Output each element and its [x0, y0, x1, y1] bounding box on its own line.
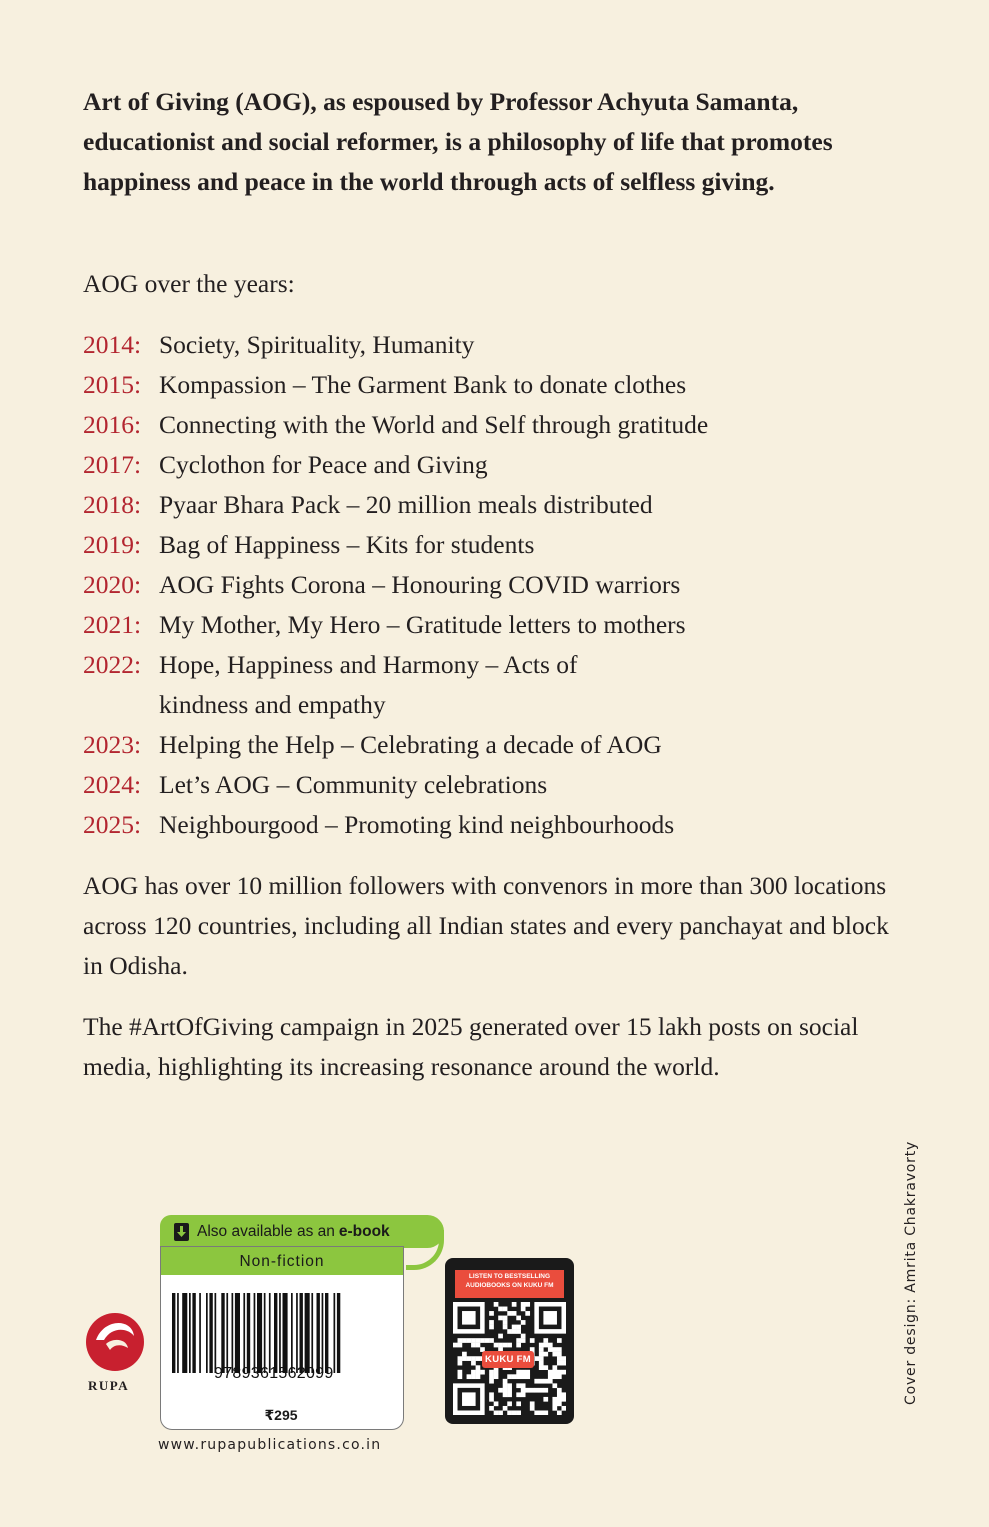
timeline-year: 2019: [83, 530, 142, 559]
timeline-text: Pyaar Bhara Pack – 20 million meals distributed [159, 490, 653, 519]
timeline-year: 2025: [83, 810, 142, 839]
timeline-item [83, 325, 913, 365]
isbn-number: 9789361562099 [214, 1365, 334, 1382]
timeline-heading: AOG over the years: [83, 269, 295, 298]
timeline-year: 2017: [83, 450, 142, 479]
timeline-year: 2016: [83, 410, 142, 439]
timeline-year: 2023: [83, 730, 142, 759]
timeline-item [83, 765, 913, 805]
timeline-year: 2018: [83, 490, 142, 519]
timeline-text: Bag of Happiness – Kits for students [159, 530, 535, 559]
cover-credit: Cover design: Amrita Chakravorty [903, 1141, 919, 1406]
timeline-item [83, 445, 913, 485]
timeline-item [83, 725, 913, 765]
timeline-year: 2014: [83, 330, 142, 359]
ebook-banner [160, 1215, 444, 1248]
timeline-item [83, 605, 913, 645]
price: ₹295 [264, 1407, 298, 1423]
timeline-text: AOG Fights Corona – Honouring COVID warriors [159, 570, 681, 599]
timeline-text: Society, Spirituality, Humanity [159, 330, 475, 359]
barcode [172, 1293, 394, 1373]
timeline-year: 2021: [83, 610, 142, 639]
timeline-text: Hope, Happiness and Harmony – Acts of kindness and empathy [159, 650, 578, 719]
timeline-text: Kompassion – The Garment Bank to donate clothes [159, 370, 687, 399]
timeline-item [83, 565, 913, 605]
kuku-fm-badge: KUKU FM [482, 1351, 534, 1368]
qr-banner-text: LISTEN TO BESTSELLING AUDIOBOOKS ON KUKU FM [455, 1270, 564, 1298]
timeline-text: My Mother, My Hero – Gratitude letters to mothers [159, 610, 686, 639]
rupa-logo-icon [82, 1310, 148, 1372]
timeline-text: Connecting with the World and Self through gratitude [159, 410, 709, 439]
campaign-paragraph: The #ArtOfGiving campaign in 2025 generated over 15 lakh posts on social media, highlighting its increasing resonance around the world. [83, 1012, 859, 1081]
website-url: www.rupapublications.co.in [158, 1437, 382, 1453]
category-label: Non-fiction [161, 1247, 403, 1275]
timeline-item [83, 525, 913, 565]
kuku-fm-qr-card [445, 1258, 574, 1424]
timeline-year: 2024: [83, 770, 142, 799]
intro-paragraph: Art of Giving (AOG), as espoused by Professor Achyuta Samanta, educationist and social reformer, is a philosophy of life that promotes happiness and peace in the world through acts of selfless giving. [83, 87, 833, 196]
publisher-name: RUPA [88, 1378, 130, 1393]
timeline-item [83, 485, 913, 525]
timeline-year: 2015: [83, 370, 142, 399]
ebook-label: e-book [338, 1222, 390, 1240]
timeline-text: Neighbourgood – Promoting kind neighbourhoods [159, 810, 675, 839]
timeline-item [83, 805, 913, 845]
ebook-download-icon [173, 1222, 190, 1242]
timeline-item [83, 365, 913, 405]
timeline-text: Helping the Help – Celebrating a decade of AOG [159, 730, 662, 759]
ebook-prefix: Also available as an [197, 1222, 335, 1240]
reach-paragraph: AOG has over 10 million followers with convenors in more than 300 locations across 120 countries, including all Indian states and every panchayat and block in Odisha. [83, 871, 889, 980]
timeline-text: Let’s AOG – Community celebrations [159, 770, 548, 799]
timeline-year: 2022: [83, 650, 142, 679]
timeline-item [83, 405, 913, 445]
timeline-year: 2020: [83, 570, 142, 599]
barcode-box [160, 1246, 404, 1430]
timeline-list [83, 325, 913, 845]
timeline-text: Cyclothon for Peace and Giving [159, 450, 488, 479]
timeline-item [83, 645, 913, 725]
